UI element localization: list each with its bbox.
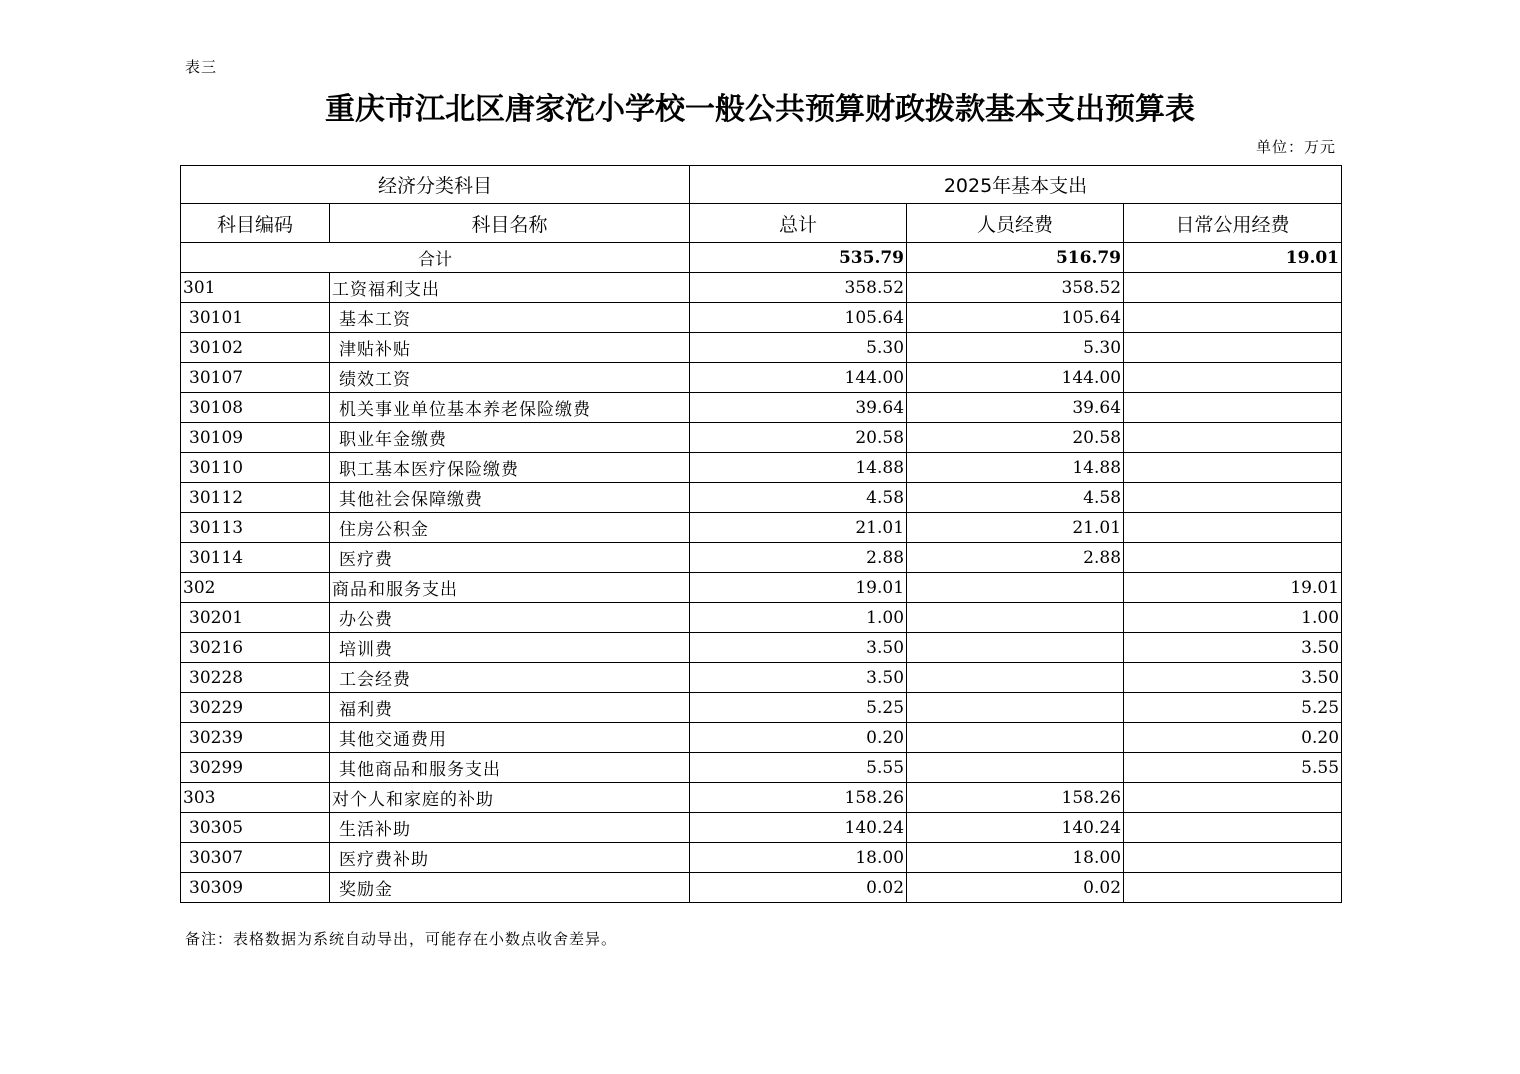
row-total: 1.00 [690, 603, 907, 633]
total-row [181, 243, 1342, 273]
row-public [1124, 543, 1342, 573]
header-personnel: 人员经费 [907, 204, 1124, 243]
row-personnel: 18.00 [907, 843, 1124, 873]
row-public [1124, 423, 1342, 453]
row-total: 158.26 [690, 783, 907, 813]
row-public [1124, 843, 1342, 873]
row-name: 职业年金缴费 [330, 423, 690, 453]
column-header-row [181, 204, 1342, 243]
table-row [181, 663, 1342, 693]
row-personnel: 358.52 [907, 273, 1124, 303]
table-row [181, 363, 1342, 393]
row-name: 医疗费补助 [330, 843, 690, 873]
table-row [181, 753, 1342, 783]
table-row [181, 273, 1342, 303]
row-personnel: 140.24 [907, 813, 1124, 843]
row-code: 30110 [181, 453, 330, 483]
row-total: 14.88 [690, 453, 907, 483]
row-name: 津贴补贴 [330, 333, 690, 363]
footnote: 备注：表格数据为系统自动导出，可能存在小数点收舍差异。 [185, 930, 618, 948]
row-code: 30216 [181, 633, 330, 663]
row-name: 绩效工资 [330, 363, 690, 393]
row-name: 其他交通费用 [330, 723, 690, 753]
row-public [1124, 783, 1342, 813]
row-total: 0.20 [690, 723, 907, 753]
row-total: 39.64 [690, 393, 907, 423]
table-row [181, 783, 1342, 813]
row-personnel: 21.01 [907, 513, 1124, 543]
row-total: 0.02 [690, 873, 907, 903]
row-personnel: 0.02 [907, 873, 1124, 903]
total-total: 535.79 [690, 243, 907, 273]
row-code: 30112 [181, 483, 330, 513]
row-total: 3.50 [690, 633, 907, 663]
table-row [181, 483, 1342, 513]
row-personnel: 5.30 [907, 333, 1124, 363]
row-code: 30109 [181, 423, 330, 453]
table-row [181, 453, 1342, 483]
row-name: 职工基本医疗保险缴费 [330, 453, 690, 483]
unit-label: 单位：万元 [1255, 138, 1336, 156]
row-public: 19.01 [1124, 573, 1342, 603]
row-total: 5.30 [690, 333, 907, 363]
row-code: 303 [181, 783, 330, 813]
row-code: 30309 [181, 873, 330, 903]
table-row [181, 513, 1342, 543]
row-personnel [907, 693, 1124, 723]
row-name: 生活补助 [330, 813, 690, 843]
table-row [181, 573, 1342, 603]
row-personnel [907, 603, 1124, 633]
row-public: 3.50 [1124, 633, 1342, 663]
row-public [1124, 483, 1342, 513]
row-total: 2.88 [690, 543, 907, 573]
total-label: 合计 [181, 243, 690, 273]
row-public: 3.50 [1124, 663, 1342, 693]
row-personnel: 4.58 [907, 483, 1124, 513]
row-public: 5.25 [1124, 693, 1342, 723]
row-personnel [907, 663, 1124, 693]
row-public [1124, 363, 1342, 393]
row-code: 30299 [181, 753, 330, 783]
row-name: 福利费 [330, 693, 690, 723]
header-code: 科目编码 [181, 204, 330, 243]
row-public: 5.55 [1124, 753, 1342, 783]
row-name: 工资福利支出 [330, 273, 690, 303]
row-personnel: 39.64 [907, 393, 1124, 423]
header-name: 科目名称 [330, 204, 690, 243]
row-total: 144.00 [690, 363, 907, 393]
row-name: 办公费 [330, 603, 690, 633]
table-row [181, 603, 1342, 633]
page-title: 重庆市江北区唐家沱小学校一般公共预算财政拨款基本支出预算表 [325, 92, 1195, 127]
total-personnel: 516.79 [907, 243, 1124, 273]
group-header-row [181, 166, 1342, 204]
row-code: 301 [181, 273, 330, 303]
row-personnel [907, 753, 1124, 783]
row-name: 住房公积金 [330, 513, 690, 543]
table-row [181, 813, 1342, 843]
header-year-basic: 2025年基本支出 [690, 166, 1342, 204]
row-code: 30228 [181, 663, 330, 693]
row-public [1124, 303, 1342, 333]
row-name: 奖励金 [330, 873, 690, 903]
total-public: 19.01 [1124, 243, 1342, 273]
row-name: 工会经费 [330, 663, 690, 693]
row-public [1124, 333, 1342, 363]
row-public [1124, 513, 1342, 543]
budget-table [180, 165, 1342, 903]
row-code: 30101 [181, 303, 330, 333]
table-row [181, 873, 1342, 903]
header-total: 总计 [690, 204, 907, 243]
row-name: 医疗费 [330, 543, 690, 573]
table-row [181, 633, 1342, 663]
row-name: 对个人和家庭的补助 [330, 783, 690, 813]
row-total: 105.64 [690, 303, 907, 333]
row-code: 30108 [181, 393, 330, 423]
row-personnel: 105.64 [907, 303, 1124, 333]
row-total: 5.25 [690, 693, 907, 723]
row-code: 30201 [181, 603, 330, 633]
row-total: 19.01 [690, 573, 907, 603]
table-label: 表三 [185, 58, 218, 76]
row-name: 培训费 [330, 633, 690, 663]
row-code: 30102 [181, 333, 330, 363]
row-personnel: 20.58 [907, 423, 1124, 453]
row-public [1124, 453, 1342, 483]
table-row [181, 423, 1342, 453]
table-row [181, 543, 1342, 573]
row-personnel: 2.88 [907, 543, 1124, 573]
table-row [181, 693, 1342, 723]
row-code: 30307 [181, 843, 330, 873]
row-code: 30114 [181, 543, 330, 573]
header-classification: 经济分类科目 [181, 166, 690, 204]
row-name: 其他社会保障缴费 [330, 483, 690, 513]
row-personnel: 144.00 [907, 363, 1124, 393]
row-personnel [907, 633, 1124, 663]
row-personnel [907, 723, 1124, 753]
row-code: 30305 [181, 813, 330, 843]
table-row [181, 393, 1342, 423]
row-name: 其他商品和服务支出 [330, 753, 690, 783]
row-code: 30229 [181, 693, 330, 723]
table-row [181, 843, 1342, 873]
row-total: 3.50 [690, 663, 907, 693]
row-total: 18.00 [690, 843, 907, 873]
row-personnel: 14.88 [907, 453, 1124, 483]
row-public [1124, 813, 1342, 843]
row-total: 5.55 [690, 753, 907, 783]
row-public: 0.20 [1124, 723, 1342, 753]
header-public: 日常公用经费 [1124, 204, 1342, 243]
row-total: 20.58 [690, 423, 907, 453]
row-public [1124, 873, 1342, 903]
row-code: 302 [181, 573, 330, 603]
row-personnel: 158.26 [907, 783, 1124, 813]
row-total: 358.52 [690, 273, 907, 303]
row-code: 30113 [181, 513, 330, 543]
row-personnel [907, 573, 1124, 603]
row-public: 1.00 [1124, 603, 1342, 633]
row-total: 4.58 [690, 483, 907, 513]
row-name: 商品和服务支出 [330, 573, 690, 603]
row-code: 30239 [181, 723, 330, 753]
row-name: 机关事业单位基本养老保险缴费 [330, 393, 690, 423]
row-public [1124, 393, 1342, 423]
table-row [181, 303, 1342, 333]
table-row [181, 333, 1342, 363]
row-total: 21.01 [690, 513, 907, 543]
row-public [1124, 273, 1342, 303]
row-total: 140.24 [690, 813, 907, 843]
row-code: 30107 [181, 363, 330, 393]
row-name: 基本工资 [330, 303, 690, 333]
table-row [181, 723, 1342, 753]
